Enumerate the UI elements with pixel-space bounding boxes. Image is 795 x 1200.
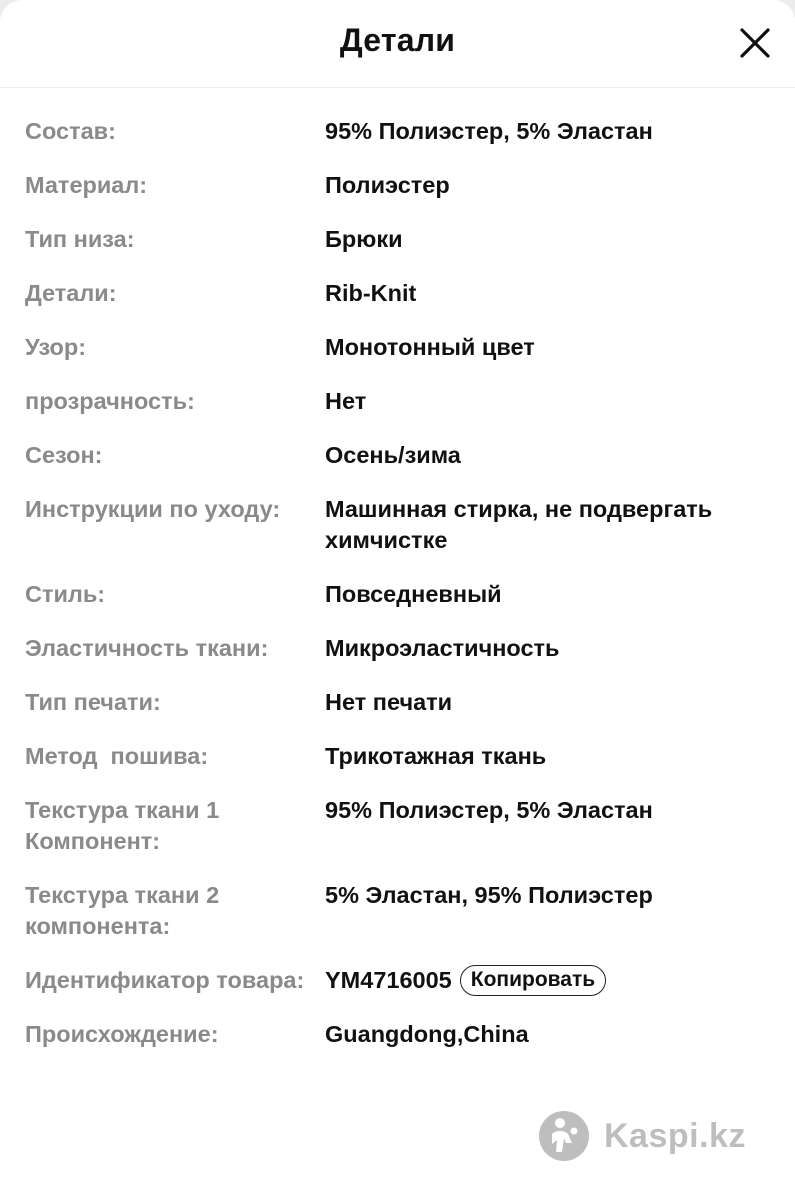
detail-value: Guangdong,China xyxy=(325,1021,529,1047)
detail-value: Нет xyxy=(325,388,367,414)
detail-row-style xyxy=(0,579,795,610)
detail-label: Эластичность ткани: xyxy=(25,635,269,661)
detail-label: Текстура ткани 1 Компонент: xyxy=(25,797,226,854)
detail-row-pattern xyxy=(0,332,795,363)
detail-label: Стиль: xyxy=(25,581,106,607)
detail-value: Повседневный xyxy=(325,581,502,607)
watermark-text: Kaspi.kz xyxy=(604,1116,746,1155)
detail-row-transparency xyxy=(0,386,795,417)
detail-label: Текстура ткани 2 компонента: xyxy=(25,882,226,939)
detail-row-fabric-elasticity xyxy=(0,633,795,664)
detail-value-product-id xyxy=(325,965,775,996)
detail-label: прозрачность: xyxy=(25,388,195,414)
detail-row-sewing-method xyxy=(0,741,795,772)
detail-row-season xyxy=(0,440,795,471)
detail-row-care-instructions xyxy=(0,494,795,556)
detail-label: Метод пошива: xyxy=(25,743,209,769)
page-title: Детали xyxy=(339,22,456,58)
kaspi-logo-icon xyxy=(538,1110,590,1162)
detail-value: Монотонный цвет xyxy=(325,334,535,360)
product-id-text: YM4716005 xyxy=(325,967,452,993)
detail-label: Тип низа: xyxy=(25,226,135,252)
detail-value: 5% Эластан, 95% Полиэстер xyxy=(325,882,653,908)
detail-value: Машинная стирка, не подвергать химчистке xyxy=(325,496,713,553)
detail-row-composition xyxy=(0,116,795,147)
detail-label: Сезон: xyxy=(25,442,103,468)
detail-label: Детали: xyxy=(25,280,117,306)
detail-row-fabric-texture-1 xyxy=(0,795,795,857)
detail-value: Микроэластичность xyxy=(325,635,560,661)
detail-row-details xyxy=(0,278,795,309)
detail-label: Происхождение: xyxy=(25,1021,219,1047)
detail-value: Rib-Knit xyxy=(325,280,417,306)
detail-value: Брюки xyxy=(325,226,403,252)
detail-row-product-id xyxy=(0,965,795,996)
copy-button[interactable]: Копировать xyxy=(460,965,606,996)
detail-value: Нет печати xyxy=(325,689,453,715)
detail-value: 95% Полиэстер, 5% Эластан xyxy=(325,797,653,823)
detail-row-print-type xyxy=(0,687,795,718)
detail-label: Инструкции по уходу: xyxy=(25,496,281,522)
detail-value: Осень/зима xyxy=(325,442,461,468)
detail-row-origin xyxy=(0,1019,795,1050)
detail-row-material xyxy=(0,170,795,201)
detail-label: Состав: xyxy=(25,118,116,144)
detail-value: 95% Полиэстер, 5% Эластан xyxy=(325,118,653,144)
close-icon xyxy=(736,24,774,62)
detail-value: Трикотажная ткань xyxy=(325,743,547,769)
detail-label: Материал: xyxy=(25,172,148,198)
detail-label: Узор: xyxy=(25,334,87,360)
detail-value: Полиэстер xyxy=(325,172,450,198)
sheet-header xyxy=(0,0,795,88)
detail-label: Тип печати: xyxy=(25,689,161,715)
details-list xyxy=(0,116,795,1073)
close-button[interactable] xyxy=(736,24,774,62)
kaspi-watermark xyxy=(538,1108,746,1164)
detail-row-bottom-type xyxy=(0,224,795,255)
detail-label: Идентификатор товара: xyxy=(25,967,305,993)
detail-row-fabric-texture-2 xyxy=(0,880,795,942)
